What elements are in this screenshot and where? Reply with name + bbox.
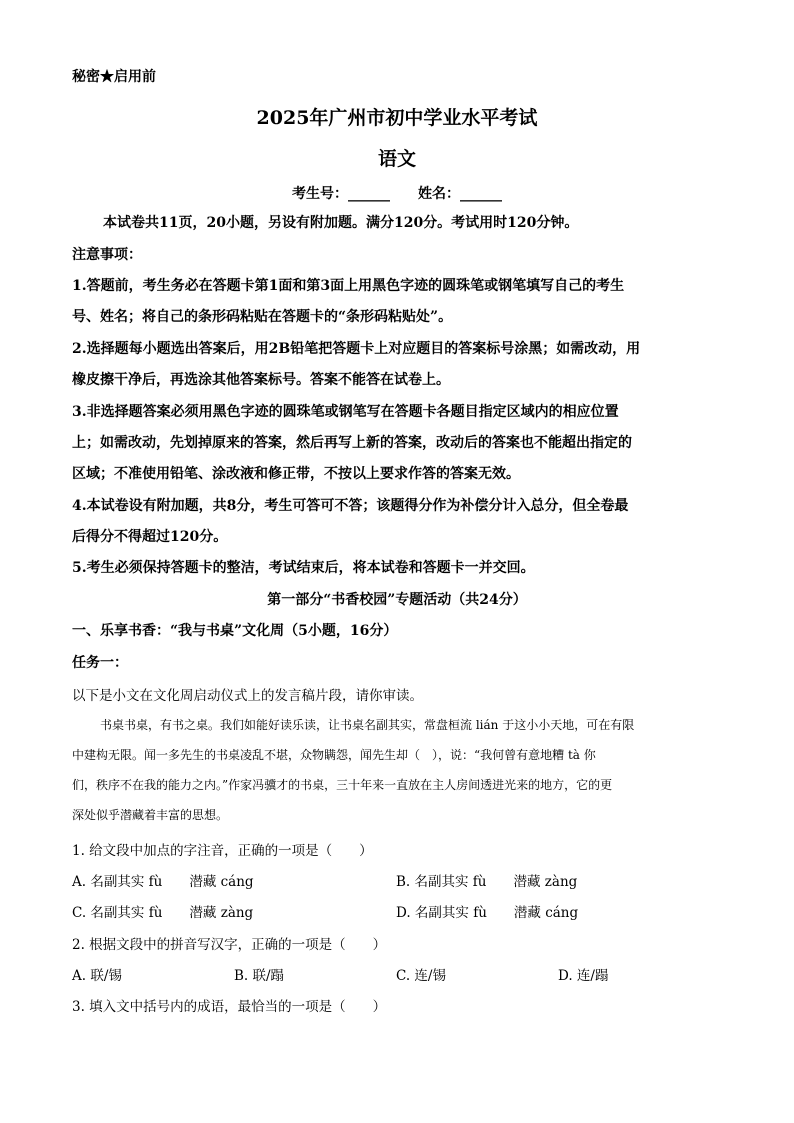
note-line: 号、姓名；将自己的条形码粘贴在答题卡的“条形码粘贴处”。 — [72, 309, 453, 325]
note-line: 5.考生必须保持答题卡的整洁，考试结束后，将本试卷和答题卡一并交回。 — [72, 560, 535, 576]
student-info-line: 考生号：______ 姓名：______ — [292, 186, 502, 202]
question-2-stem: 2. 根据文段中的拼音写汉字，正确的一项是（ ） — [72, 937, 387, 953]
passage-line: 书桌书桌，有书之桌。我们如能好读乐读，让书桌名副其实，常盘桓流 lián 于这小小天地，可在有限 — [100, 718, 635, 732]
question-3-stem: 3. 填入文中括号内的成语，最恰当的一项是（ ） — [72, 999, 387, 1015]
passage-line: 深处似乎潜藏着丰富的思想。 — [72, 808, 229, 822]
question-2-option-a: A. 联/锡 — [72, 968, 122, 984]
question-1-option-a: A. 名副其实 fù 潜藏 cáng — [72, 874, 254, 890]
question-2-option-d: D. 连/蹋 — [558, 968, 609, 984]
note-line: 4.本试卷设有附加题，共8分，考生可答可不答；该题得分作为补偿分计入总分，但全卷最 — [72, 498, 629, 514]
note-line: 后得分不得超过120分。 — [72, 529, 228, 545]
note-line: 橡皮擦干净后，再选涂其他答案标号。答案不能答在试卷上。 — [72, 372, 450, 388]
task-intro: 以下是小文在文化周启动仪式上的发言稿片段，请你审读。 — [72, 688, 423, 704]
passage-line: 们，秩序不在我的能力之内。”作家冯骥才的书桌，三十年来一直放在主人房间透进光来的地方，它的更 — [72, 778, 613, 792]
exam-intro: 本试卷共11页，20小题，另设有附加题。满分120分。考试用时120分钟。 — [103, 215, 579, 231]
question-2-option-c: C. 连/锡 — [396, 968, 446, 984]
passage-line: 中建构无限。闻一多先生的书桌凌乱不堪，众物瞒怨，闻先生却（ ），说：“我何曾有意地糟 tà 你 — [72, 748, 596, 762]
note-line: 3.非选择题答案必须用黑色字迹的圆珠笔或钢笔写在答题卡各题目指定区域内的相应位置 — [72, 404, 619, 420]
part-title: 第一部分“书香校园”专题活动（共24分） — [267, 592, 527, 608]
question-1-option-b: B. 名副其实 fù 潜藏 zàng — [396, 874, 578, 890]
note-line: 2.选择题每小题选出答案后，用2B铅笔把答题卡上对应题目的答案标号涂黑；如需改动，用 — [72, 341, 641, 357]
section-title: 一、乐享书香：“我与书桌”文化周（5小题，16分） — [72, 623, 398, 639]
question-1-option-d: D. 名副其实 fù 潜藏 cáng — [396, 905, 579, 921]
question-1-stem: 1. 给文段中加点的字注音，正确的一项是（ ） — [72, 843, 373, 859]
confidential-label: 秘密★启用前 — [72, 69, 156, 85]
exam-title: 2025年广州市初中学业水平考试 — [256, 107, 538, 129]
question-1-option-c: C. 名副其实 fù 潜藏 zàng — [72, 905, 254, 921]
note-line: 上；如需改动，先划掉原来的答案，然后再写上新的答案，改动后的答案也不能超出指定的 — [72, 435, 632, 451]
note-line: 区域；不准使用铅笔、涂改液和修正带，不按以上要求作答的答案无效。 — [72, 466, 520, 482]
notes-heading: 注意事项： — [72, 247, 142, 263]
note-line: 1.答题前，考生务必在答题卡第1面和第3面上用黑色字迹的圆珠笔或钢笔填写自己的考生 — [72, 278, 625, 294]
task-title: 任务一： — [72, 655, 128, 671]
subject-title: 语文 — [377, 148, 416, 170]
question-2-option-b: B. 联/蹋 — [234, 968, 285, 984]
